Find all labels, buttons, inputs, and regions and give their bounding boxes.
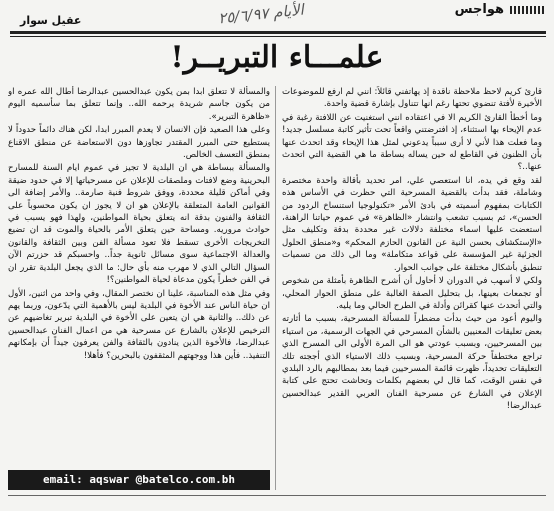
paragraph: وفي مثل هذه المناسبة، علينا ان نختصر المقال، وفي واحد من اثنين، الأول ان حياة الناس عند الأخوة في البلدية ليس بالأهمية التي يدّعون، وربما يهم عن ذلك.. والثانية هي ان يتعين على الأخوة في البلدية تبرير تغاضيهم عن الترخيص للإعلان بالشارع عن مسرحية هي من اعمال الفنان عبدالحسين عبدالرضا، فالأخوة الذين ينادون بالثقافة والفن يعرفون جيداً أن بإمكانهم التنفيذ.. فأين هذا ووجهتهم المثقفون بالبحرين؟ فأهلا!	[8, 288, 270, 361]
paragraph: وما أخطأ القارئ الكريم الا في اعتقاده انني استغنيت عن اللافتة رغبة في عدم الإيحاء بها استثناء، إذ افترضتني واقعاً تحت تأثير كاتبة مسلسل جديد! وما فعلت هذا لأني لا أرى سبباً يدعوني لمثل هذا الإيحاء وقد اتحدث عنها بأن الظنون في القاطع له حين يساله بساطة ما هي القضية التي اتحدث عنها..؟	[282, 112, 542, 173]
bottom-rule	[8, 495, 546, 496]
header-rule	[10, 31, 546, 34]
paragraph: واليوم أعود من حيث بدأت مضطراً للمسألة المسرحية، بسبب ما أثارته بعض تعليقات المعنيين بالشأن المسرحي في الجهات الرسمية، من استياء بين المسرحيين، وبسبب عودتي هو الى المرة الأولى الى المسرح الذي تراجع مختطفاً حركة المسرحية، وبسبب ذلك الاستياء الذي أججته تلك التعليقات تحديداً، ظهرت قائمة المسرحيين فيما بعد بمطالبهم بالرد البلدي في نفس الوقت، كما قال لي بعضهم بكلمات وتحاشت تحتج على كتابة الإعلان في الشارع عن مسرحية الفنان العربي القدير عبدالحسين عبدالرضا!	[282, 314, 542, 412]
author-email-box: email: aqswar @batelco.com.bh	[8, 470, 270, 490]
paragraph: والمسألة ببساطة هي ان البلدية لا تجيز في عموم ايام السنة للمسارح البحرينية وضع لافتات وملصقات للإعلان عن مسرحياتها إلا في حدود ضيقة وفي أماكن قليلة محددة، ووفق شروط فنية صارمة.. والأمر إضافة الى القوانين العامة المتعلقة بالإعلان هو ان لا يجوز ان يكون محسوباً على الثقافة والفنون بدقة انه يتعلق بحياة المواطنين، ولهذا فهو يسبب في حوادث مروريه. ومساحة حين يتعلق الأمر بالحياة والموت قد ان تضيع التخريجات الأخرى تسقط فلا تعود مسألة الفن وبين الثقافة والقانون والعدالة الاجتماعية سوى مسائل ثانوية جداً.. واحسبكم قد حزرتم الآن السؤال التالي الذي لا مهرب منه بأي حال: ما الذي يجعل البلدية تقرر ان في الفن خطراً يكون مدعاة لحياة المواطنين؟!	[8, 163, 270, 286]
section-decoration-bar	[510, 6, 546, 14]
column-header	[0, 0, 554, 34]
author-name: عقيل سوار	[20, 14, 82, 27]
section-name: هواجس	[454, 2, 504, 17]
paragraph: لقد وقع في يده، انا استعصي علي، امر تحديد بأقالة واحدة مختصرة وشاملة، فقد بدأت بالقضية المسرحية التي حظرت في الأساس هذه الكتابات بمفهوم أسميته في بادئ الأمر «تكنولوجيا استنساخ الردود من الحسن»، ثم بسبب تشعب وانتشار «الظاهرة» في عموم حياتنا الراهنة، استعضت عليها اسماء مختلفة دلالات غير محددة بدقة وتكليف مثل «الإستكشاف بحسن النية عن القانون الحازم المحكم» و«منطق الحلول الجزئية غير المؤسسة على قواعد متكاملة» وما الى ذلك من تسميات تنطبق بأشكال مختلفة على جوانب الحوار.	[282, 175, 542, 273]
paragraph: والمسألة لا تتعلق ابدا بمن يكون عبدالحسين عبدالرضا أطال الله عمره او من يكون جاسم شريدة يرحمه الله.. وإنما تتعلق بما سأسميه اليوم «ظاهرة التبرير».	[8, 87, 270, 122]
column-divider	[275, 86, 276, 490]
paragraph: ولكي لا أسهب في الدوران لا أحاول أن أشرح الظاهرة بأمثلة من شخوص أو تجمعات بعينها، بل بتحليل الصفة الغالبة على منطق الحوار المحلي، والتي أتحدث عنها كقرائن وأدلة في الطرح الحالي وما يليه.	[282, 276, 542, 311]
article-column-left	[8, 86, 270, 464]
handwritten-date-stamp: الأيام ٢٥/٦/٩٧	[217, 0, 305, 28]
paragraph: وعلى هذا الصعيد فإن الانسان لا يعدم المبرر ابدا، لكن هناك دائماً حدوداً لا يستطيع حتى المبرر المقتدر تجاوزها دون الاستعاضة عن منطق الاقناع بمنطق التعسف الخالص.	[8, 125, 270, 161]
article-headline: علمـــاء التبريــر!	[170, 40, 384, 75]
paragraph: قارئ كريم لاحظ ملاحظة ناقدة إذ يهاتفني قائلاً: انني لم ارفع للموضوعات الأخيرة لأفتة تنضوي تحتها رغم انها تتناول بإشارة قضية واحدة.	[282, 87, 542, 110]
article-column-right	[282, 86, 542, 490]
